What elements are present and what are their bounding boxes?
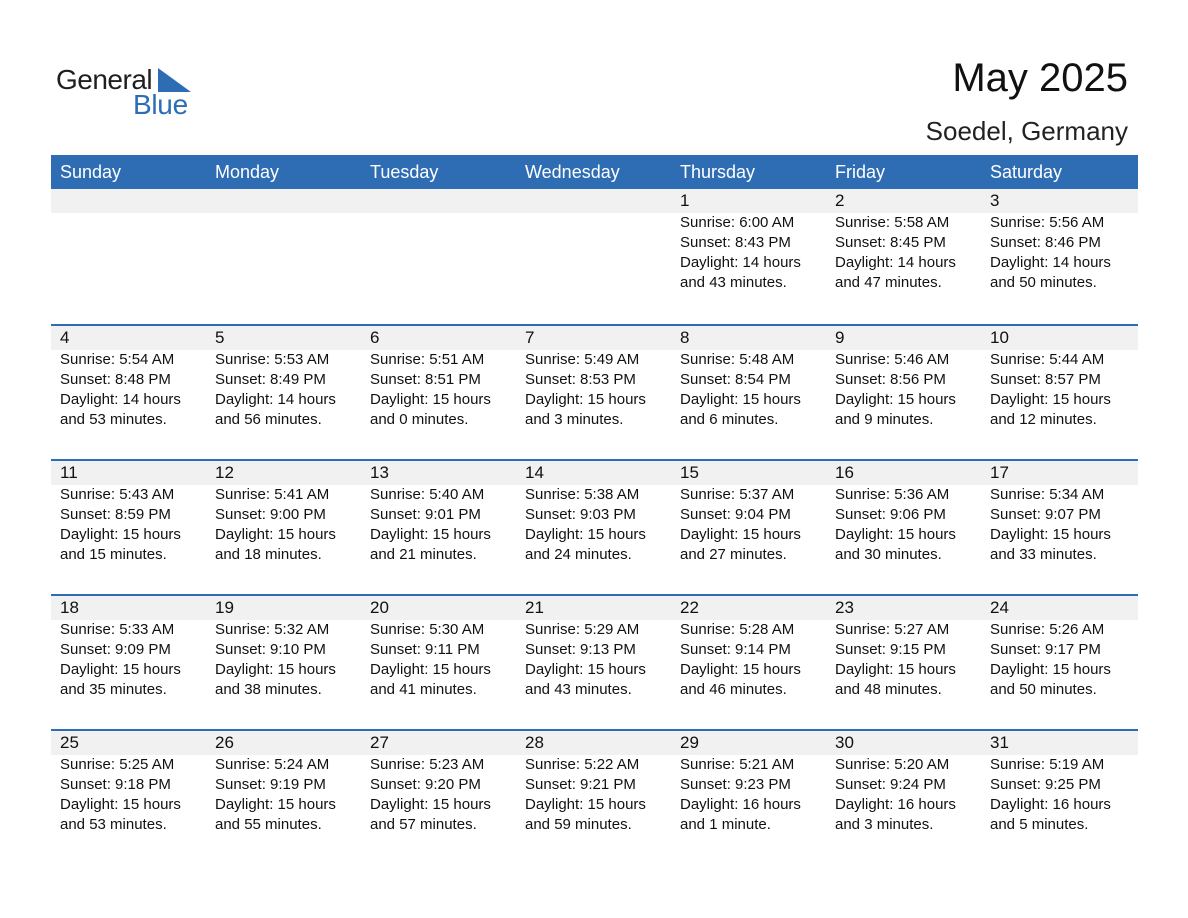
sunset-time: Sunset: 8:46 PM [990,234,1101,251]
sunrise-time: Sunrise: 5:29 AM [525,621,640,638]
daylight-minutes: and 53 minutes. [60,816,167,833]
sunrise-time: Sunrise: 5:51 AM [370,351,485,368]
sunrise-time: Sunrise: 5:36 AM [835,486,950,503]
calendar-weeks [51,189,1138,864]
day-number: 23 [835,598,854,617]
sunset-time: Sunset: 9:21 PM [525,776,636,793]
daylight-hours: Daylight: 15 hours [990,526,1111,543]
day-cell [826,189,981,324]
day-number: 17 [990,463,1009,482]
day-number: 11 [60,463,78,482]
daylight-minutes: and 56 minutes. [215,411,322,428]
day-number: 4 [60,328,70,347]
sunset-time: Sunset: 9:19 PM [215,776,326,793]
sunrise-time: Sunrise: 5:40 AM [370,486,485,503]
weekday-header-friday: Friday [835,162,886,182]
sunrise-time: Sunrise: 5:48 AM [680,351,795,368]
sunrise-time: Sunrise: 5:22 AM [525,756,640,773]
sunrise-time: Sunrise: 5:32 AM [215,621,330,638]
sunset-time: Sunset: 9:03 PM [525,506,636,523]
daylight-hours: Daylight: 15 hours [525,661,646,678]
day-cell [826,461,981,594]
day-number: 5 [215,328,225,347]
day-cell [671,461,826,594]
daylight-minutes: and 18 minutes. [215,546,322,563]
day-cell [51,461,206,594]
day-number: 31 [990,733,1009,752]
daylight-minutes: and 33 minutes. [990,546,1097,563]
sunset-time: Sunset: 8:45 PM [835,234,946,251]
daylight-minutes: and 35 minutes. [60,681,167,698]
sunrise-time: Sunrise: 5:44 AM [990,351,1105,368]
weekday-header-sunday: Sunday [60,162,122,182]
sunrise-time: Sunrise: 5:21 AM [680,756,795,773]
sunset-time: Sunset: 9:01 PM [370,506,481,523]
daylight-minutes: and 50 minutes. [990,274,1097,291]
day-cell [826,731,981,864]
day-cell [671,326,826,459]
logo-text-general: General [56,64,153,95]
daylight-hours: Daylight: 15 hours [215,661,336,678]
daylight-minutes: and 6 minutes. [680,411,779,428]
weekday-header-tuesday: Tuesday [370,162,439,182]
sunset-time: Sunset: 8:43 PM [680,234,791,251]
daylight-hours: Daylight: 15 hours [680,526,801,543]
sunrise-time: Sunrise: 5:20 AM [835,756,950,773]
logo-text-blue: Blue [133,89,188,120]
daylight-minutes: and 57 minutes. [370,816,477,833]
daylight-minutes: and 3 minutes. [835,816,934,833]
day-cell [51,596,206,729]
empty-day-cell [516,189,671,324]
weekday-header-row [51,155,1138,189]
week-days [51,326,1138,459]
daylight-hours: Daylight: 16 hours [680,796,801,813]
daylight-hours: Daylight: 14 hours [680,254,801,271]
sunset-time: Sunset: 9:06 PM [835,506,946,523]
day-number: 1 [680,191,690,210]
daylight-minutes: and 43 minutes. [680,274,787,291]
day-cell [826,326,981,459]
sunset-time: Sunset: 8:54 PM [680,371,791,388]
day-number: 16 [835,463,854,482]
day-number: 26 [215,733,234,752]
daylight-minutes: and 47 minutes. [835,274,942,291]
day-number: 7 [525,328,535,347]
daylight-minutes: and 48 minutes. [835,681,942,698]
day-cell [516,326,671,459]
day-number: 15 [680,463,699,482]
day-cell [206,596,361,729]
daylight-hours: Daylight: 15 hours [680,661,801,678]
daylight-minutes: and 55 minutes. [215,816,322,833]
sunrise-time: Sunrise: 5:28 AM [680,621,795,638]
sunrise-time: Sunrise: 5:46 AM [835,351,950,368]
day-cell [981,461,1138,594]
day-number: 3 [990,191,1000,210]
sunset-time: Sunset: 8:53 PM [525,371,636,388]
day-cell [361,326,516,459]
sunset-time: Sunset: 9:11 PM [370,641,480,658]
sunset-time: Sunset: 8:51 PM [370,371,481,388]
sunrise-time: Sunrise: 5:58 AM [835,214,950,231]
daylight-hours: Daylight: 15 hours [835,526,956,543]
daylight-minutes: and 50 minutes. [990,681,1097,698]
daylight-minutes: and 12 minutes. [990,411,1097,428]
day-cell [826,596,981,729]
sunrise-time: Sunrise: 5:27 AM [835,621,950,638]
daylight-hours: Daylight: 15 hours [370,661,491,678]
week-days [51,596,1138,729]
day-number: 19 [215,598,234,617]
sunset-time: Sunset: 9:13 PM [525,641,636,658]
sunset-time: Sunset: 9:17 PM [990,641,1101,658]
daylight-hours: Daylight: 15 hours [835,391,956,408]
daylight-minutes: and 30 minutes. [835,546,942,563]
day-cell [981,326,1138,459]
day-cell [361,731,516,864]
weekday-header-thursday: Thursday [680,162,756,182]
daylight-hours: Daylight: 15 hours [835,661,956,678]
sunrise-time: Sunrise: 5:37 AM [680,486,795,503]
daylight-hours: Daylight: 15 hours [215,796,336,813]
sunset-time: Sunset: 8:48 PM [60,371,171,388]
sunrise-time: Sunrise: 5:30 AM [370,621,485,638]
day-number: 14 [525,463,544,482]
sunrise-time: Sunrise: 5:54 AM [60,351,175,368]
sunset-time: Sunset: 8:59 PM [60,506,171,523]
sunset-time: Sunset: 9:24 PM [835,776,946,793]
day-cell [206,731,361,864]
day-cell [51,731,206,864]
sunrise-time: Sunrise: 5:26 AM [990,621,1105,638]
day-number: 9 [835,328,845,347]
sunset-time: Sunset: 9:20 PM [370,776,481,793]
daylight-hours: Daylight: 15 hours [525,796,646,813]
day-cell [361,596,516,729]
daylight-hours: Daylight: 15 hours [370,796,491,813]
sunrise-time: Sunrise: 5:49 AM [525,351,640,368]
page-title: May 2025 [952,56,1128,100]
daylight-minutes: and 21 minutes. [370,546,477,563]
day-number: 13 [370,463,389,482]
calendar-week-row [51,189,1138,324]
day-number: 24 [990,598,1009,617]
day-cell [981,189,1138,324]
sunrise-time: Sunrise: 5:53 AM [215,351,330,368]
day-cell [981,596,1138,729]
daylight-minutes: and 43 minutes. [525,681,632,698]
day-number: 21 [525,598,544,617]
day-number: 22 [680,598,699,617]
weekday-header-saturday: Saturday [990,162,1063,182]
daylight-hours: Daylight: 14 hours [835,254,956,271]
sunrise-time: Sunrise: 5:33 AM [60,621,175,638]
day-cell [516,461,671,594]
daylight-minutes: and 0 minutes. [370,411,469,428]
day-number: 30 [835,733,854,752]
daylight-hours: Daylight: 16 hours [835,796,956,813]
daylight-minutes: and 1 minute. [680,816,771,833]
daylight-hours: Daylight: 15 hours [680,391,801,408]
day-number: 2 [835,191,845,210]
daylight-minutes: and 46 minutes. [680,681,787,698]
sunset-time: Sunset: 8:49 PM [215,371,326,388]
sunrise-time: Sunrise: 5:41 AM [215,486,330,503]
day-cell [671,189,826,324]
daylight-minutes: and 53 minutes. [60,411,167,428]
sunset-time: Sunset: 8:57 PM [990,371,1101,388]
sunset-time: Sunset: 9:14 PM [680,641,791,658]
day-number: 25 [60,733,79,752]
week-days [51,189,1138,324]
day-cell [671,596,826,729]
day-cell [51,326,206,459]
daylight-minutes: and 27 minutes. [680,546,787,563]
daylight-hours: Daylight: 15 hours [990,661,1111,678]
sunset-time: Sunset: 9:00 PM [215,506,326,523]
sunrise-time: Sunrise: 5:56 AM [990,214,1105,231]
daylight-hours: Daylight: 15 hours [525,391,646,408]
sunrise-time: Sunrise: 5:23 AM [370,756,485,773]
daylight-hours: Daylight: 14 hours [990,254,1111,271]
daylight-hours: Daylight: 15 hours [60,796,181,813]
daylight-hours: Daylight: 15 hours [60,526,181,543]
sunset-time: Sunset: 8:56 PM [835,371,946,388]
day-number: 6 [370,328,380,347]
sunset-time: Sunset: 9:04 PM [680,506,791,523]
sunrise-time: Sunrise: 5:38 AM [525,486,640,503]
daylight-hours: Daylight: 14 hours [215,391,336,408]
daylight-hours: Daylight: 14 hours [60,391,181,408]
day-number: 10 [990,328,1009,347]
week-days [51,461,1138,594]
daylight-hours: Daylight: 15 hours [370,391,491,408]
sunrise-time: Sunrise: 5:43 AM [60,486,175,503]
daylight-minutes: and 59 minutes. [525,816,632,833]
daylight-hours: Daylight: 15 hours [215,526,336,543]
weekday-header-monday: Monday [215,162,280,182]
sunset-time: Sunset: 9:07 PM [990,506,1101,523]
sunset-time: Sunset: 9:25 PM [990,776,1101,793]
day-cell [981,731,1138,864]
day-number: 20 [370,598,389,617]
sunset-time: Sunset: 9:09 PM [60,641,171,658]
day-cell [206,326,361,459]
daylight-minutes: and 38 minutes. [215,681,322,698]
day-number: 18 [60,598,79,617]
sunrise-time: Sunrise: 5:34 AM [990,486,1105,503]
calendar-grid [51,155,1138,864]
daylight-minutes: and 15 minutes. [60,546,167,563]
sunset-time: Sunset: 9:10 PM [215,641,326,658]
day-cell [671,731,826,864]
day-cell [206,461,361,594]
day-cell [516,596,671,729]
sunrise-time: Sunrise: 6:00 AM [680,214,795,231]
day-number: 12 [215,463,234,482]
empty-day-cell [51,189,206,324]
sunrise-time: Sunrise: 5:19 AM [990,756,1105,773]
calendar-week-row [51,324,1138,459]
day-cell [361,461,516,594]
sunset-time: Sunset: 9:23 PM [680,776,791,793]
calendar-week-row [51,729,1138,864]
day-number: 29 [680,733,699,752]
day-number: 28 [525,733,544,752]
day-number: 27 [370,733,389,752]
weekday-header-wednesday: Wednesday [525,162,620,182]
daylight-hours: Daylight: 16 hours [990,796,1111,813]
sunrise-time: Sunrise: 5:25 AM [60,756,175,773]
daylight-minutes: and 24 minutes. [525,546,632,563]
sunrise-time: Sunrise: 5:24 AM [215,756,330,773]
daylight-minutes: and 5 minutes. [990,816,1089,833]
week-days [51,731,1138,864]
calendar-week-row [51,459,1138,594]
daylight-hours: Daylight: 15 hours [525,526,646,543]
day-number: 8 [680,328,690,347]
calendar-week-row [51,594,1138,729]
sunset-time: Sunset: 9:15 PM [835,641,946,658]
sunset-time: Sunset: 9:18 PM [60,776,171,793]
empty-day-cell [206,189,361,324]
daylight-minutes: and 3 minutes. [525,411,624,428]
daylight-minutes: and 9 minutes. [835,411,934,428]
brand-logo [56,64,216,120]
daylight-hours: Daylight: 15 hours [60,661,181,678]
location-subtitle: Soedel, Germany [925,116,1128,146]
day-cell [516,731,671,864]
daylight-hours: Daylight: 15 hours [990,391,1111,408]
daylight-minutes: and 41 minutes. [370,681,477,698]
empty-day-cell [361,189,516,324]
daylight-hours: Daylight: 15 hours [370,526,491,543]
